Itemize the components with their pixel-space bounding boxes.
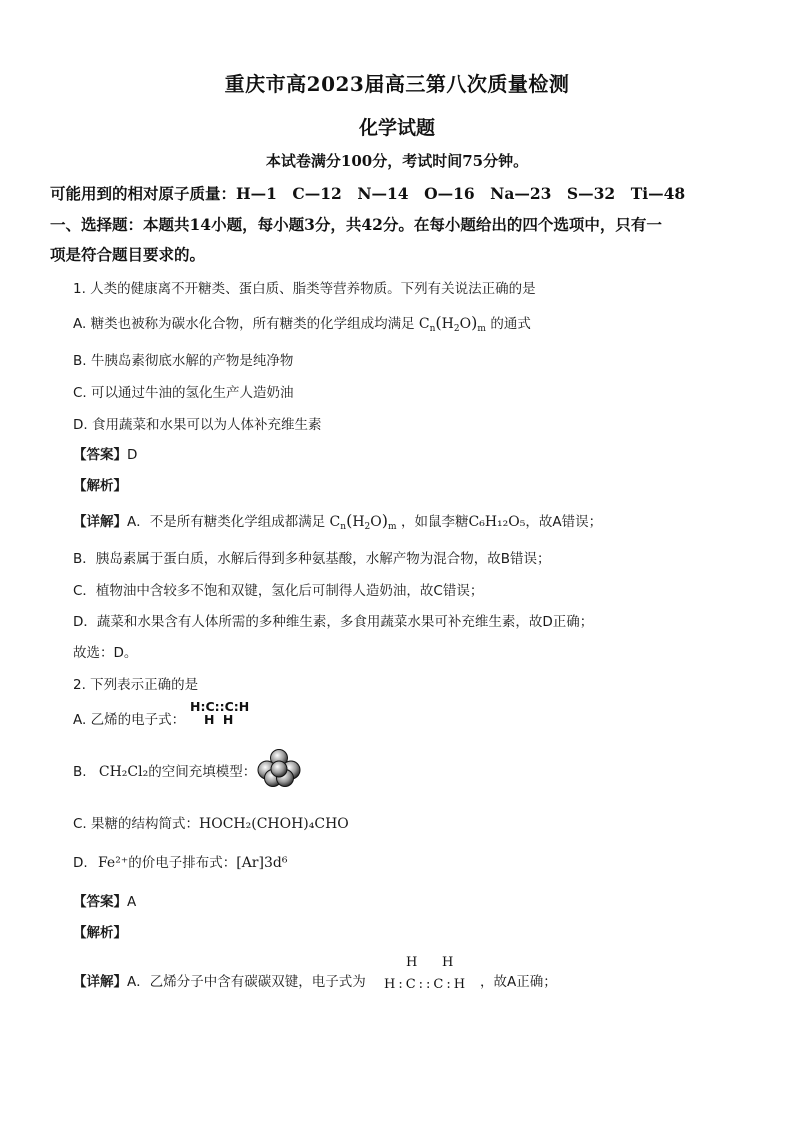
section-heading-line1: 一、选择题：本题共14小题，每小题3分，共42分。在每小题给出的四个选项中，只有一 (50, 215, 662, 234)
q1-option-a-suffix: 的通式 (490, 316, 531, 332)
q1-detail-a: 【详解】A．不是所有糖类化学组成都满足 $C_n(H_2O)_m$ ，如鼠李糖C₆H₁₂O₅，故A错误； (73, 511, 603, 532)
exam-note: 本试卷满分100分，考试时间75分钟。 (265, 152, 529, 170)
q1-conclusion: 故选：D。 (73, 645, 138, 661)
q2-detail-a: 【详解】A．乙烯分子中含有碳碳双键，电子式为 (73, 974, 366, 990)
ethylene-lewis-structure: H:C::C:H H H (190, 699, 250, 727)
ethylene-lewis-structure-2: H H H:C::C:H (384, 955, 469, 992)
q1-stem: 1. 人类的健康离不开糖类、蛋白质、脂类等营养物质。下列有关说法正确的是 (73, 281, 536, 297)
q1-detail-b: B．胰岛素属于蛋白质，水解后得到多种氨基酸，水解产物为混合物，故B错误； (73, 551, 551, 567)
fructose-formula: HOCH₂(CHOH)₄CHO (199, 816, 349, 832)
q1-option-a (73, 312, 531, 334)
q2-stem: 2. 下列表示正确的是 (73, 677, 199, 693)
q2-option-b: B. CH₂Cl₂的空间充填模型： (73, 764, 257, 780)
q2-option-c: C. 果糖的结构简式：HOCH₂(CHOH)₄CHO (73, 816, 349, 832)
section-heading-line2: 项是符合题目要求的。 (50, 245, 206, 264)
q2-detail-a-suffix: ，故A正确； (480, 974, 557, 990)
atomic-masses: 可能用到的相对原子质量：H—1 C—12 N—14 O—16 Na—23 S—32 Ti—48 (50, 184, 686, 203)
ch2cl2-space-filling-model (256, 748, 302, 788)
exam-subject: 化学试题 (358, 117, 435, 139)
q2-option-d: D. Fe²⁺的价电子排布式：[Ar]3d⁶ (73, 855, 288, 871)
q2-answer: 【答案】A (73, 894, 137, 910)
q1-option-c: C. 可以通过牛油的氢化生产人造奶油 (73, 385, 294, 401)
q2-option-a: A. 乙烯的电子式： (73, 712, 186, 728)
q1-analysis-tag: 【解析】 (73, 478, 127, 494)
q1-option-d: D. 食用蔬菜和水果可以为人体补充维生素 (73, 417, 322, 433)
q1-detail-d: D．蔬菜和水果含有人体所需的多种维生素，多食用蔬菜水果可补充维生素，故D正确； (73, 614, 594, 630)
q1-option-b: B. 牛胰岛素彻底水解的产物是纯净物 (73, 353, 294, 369)
q1-answer: 【答案】D (73, 447, 138, 463)
q2-analysis-tag: 【解析】 (73, 925, 127, 941)
q1-option-a-text: A. 糖类也被称为碳水化合物，所有糖类的化学组成均满足 (73, 316, 415, 332)
exam-title: 重庆市高2023届高三第八次质量检测 (224, 72, 570, 96)
carbohydrate-formula-2: $C_n(H_2O)_m$ (329, 511, 397, 532)
carbohydrate-formula: $C_n(H_2O)_m$ (418, 313, 486, 334)
q1-detail-c: C．植物油中含较多不饱和双键，氢化后可制得人造奶油，故C错误； (73, 583, 484, 599)
fe-electron-config: [Ar]3d⁶ (236, 855, 288, 871)
